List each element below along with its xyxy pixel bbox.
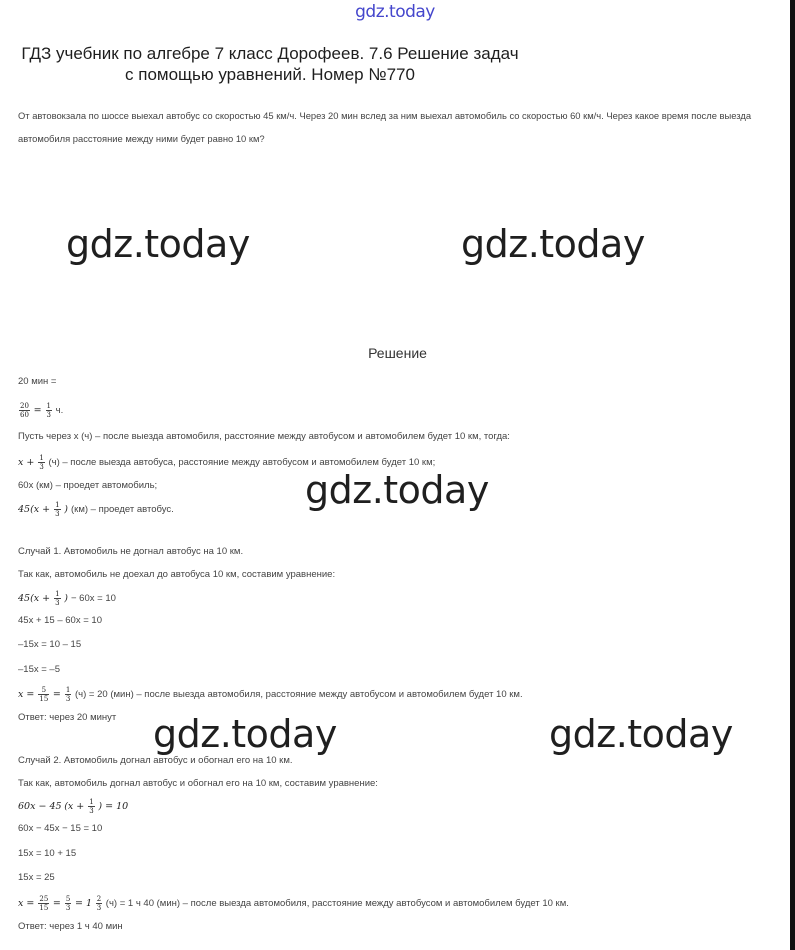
solution-line: Случай 2. Автомобиль догнал автобус и обогнал его на 10 км. bbox=[18, 755, 293, 766]
fraction: $\frac{2}{3}$ bbox=[96, 895, 102, 912]
line-text: (км) – проедет автобус. bbox=[71, 504, 174, 516]
fraction: $\frac{1}{3}$ bbox=[46, 402, 52, 419]
watermark: gdz.today bbox=[549, 712, 733, 756]
line-text: (ч) = 20 (мин) – после выезда автомобиля, расстояние между автобусом и автомобилем будет 10 км. bbox=[75, 689, 523, 701]
solution-line: 15x = 10 + 15 bbox=[18, 848, 77, 859]
solution-line: 45(x + $\frac{1}{3}$ ) − 60x = 10 bbox=[18, 590, 116, 607]
page-title bbox=[0, 43, 540, 85]
fraction: $\frac{5}{3}$ bbox=[65, 895, 71, 912]
unit-label: ч. bbox=[55, 405, 64, 417]
solution-line: x = $\frac{5}{15}$ = $\frac{1}{3}$ (ч) = 20 (мин) – после выезда автомобиля, расстояние между автобусом и автомобилем будет 10 км. bbox=[18, 686, 523, 703]
answer-line: Ответ: через 20 минут bbox=[18, 712, 117, 723]
solution-line: Так как, автомобиль догнал автобус и обогнал его на 10 км, составим уравнение: bbox=[18, 778, 378, 789]
site-logo[interactable]: gdz.today bbox=[355, 2, 435, 22]
solution-heading: Решение bbox=[368, 345, 427, 361]
fraction: $\frac{1}{3}$ bbox=[89, 798, 94, 815]
line-text: 60x − 45 bbox=[18, 801, 62, 813]
line-text: = 10 bbox=[105, 801, 129, 813]
fraction: $\frac{1}{3}$ bbox=[55, 501, 60, 518]
solution-line: x + $\frac{1}{3}$ (ч) – после выезда автобуса, расстояние между автобусом и автомобилем будет 10 км; bbox=[18, 454, 436, 471]
line-text: (ч) – после выезда автобуса, расстояние между автобусом и автомобилем будет 10 км; bbox=[48, 457, 436, 469]
solution-line: 20 мин = bbox=[18, 376, 57, 387]
title-line-1: ГДЗ учебник по алгебре 7 класс Дорофеев. 7.6 Решение задач bbox=[21, 44, 519, 63]
solution-line: Случай 1. Автомобиль не догнал автобус на 10 км. bbox=[18, 546, 244, 557]
fraction: $\frac{1}{3}$ bbox=[65, 686, 71, 703]
fraction: $\frac{25}{15}$ bbox=[39, 895, 49, 912]
title-line-2: с помощью уравнений. Номер №770 bbox=[125, 65, 415, 84]
solution-line: $\frac{20}{60}$ = $\frac{1}{3}$ ч. bbox=[20, 402, 64, 419]
line-text: (ч) = 1 ч 40 (мин) – после выезда автомобиля, расстояние между автобусом и автомобилем будет 10 км. bbox=[105, 898, 569, 910]
solution-line: 60x − 45 (x + $\frac{1}{3}$ ) = 10 bbox=[18, 798, 129, 815]
solution-line: Пусть через x (ч) – после выезда автомобиля, расстояние между автобусом и автомобилем будет 10 км, тогда: bbox=[18, 431, 510, 442]
watermark: gdz.today bbox=[461, 222, 645, 266]
watermark: gdz.today bbox=[153, 712, 337, 756]
watermark: gdz.today bbox=[66, 222, 250, 266]
watermark: gdz.today bbox=[305, 468, 489, 512]
solution-line: Так как, автомобиль не доехал до автобуса 10 км, составим уравнение: bbox=[18, 569, 336, 580]
solution-line: –15x = 10 – 15 bbox=[18, 639, 82, 650]
solution-line: 60x (км) – проедет автомобиль; bbox=[18, 480, 158, 491]
line-text: − 60x = 10 bbox=[71, 593, 116, 605]
solution-line: 45x + 15 – 60x = 10 bbox=[18, 615, 102, 626]
solution-line: 60x − 45x − 15 = 10 bbox=[18, 823, 103, 834]
solution-line: 45(x + $\frac{1}{3}$ ) (км) – проедет автобус. bbox=[18, 501, 174, 518]
fraction: $\frac{1}{3}$ bbox=[55, 590, 60, 607]
solution-line: –15x = –5 bbox=[18, 664, 60, 675]
fraction: $\frac{5}{15}$ bbox=[39, 686, 49, 703]
answer-line: Ответ: через 1 ч 40 мин bbox=[18, 921, 123, 932]
problem-text: От автовокзала по шоссе выехал автобус со скоростью 45 км/ч. Через 20 мин вслед за ним выехал автомобиль со скоростью 60 км/ч. Через какое время после выезда автомобиля расстояние между ними будет равно 10 км? bbox=[18, 110, 752, 144]
fraction: $\frac{1}{3}$ bbox=[39, 454, 44, 471]
fraction: $\frac{20}{60}$ bbox=[20, 402, 29, 419]
solution-line: 15x = 25 bbox=[18, 872, 55, 883]
solution-line: x = $\frac{25}{15}$ = $\frac{5}{3}$ = 1 $\frac{2}{3}$ (ч) = 1 ч 40 (мин) – после выезда автомобиля, расстояние между автобусом и автомобилем будет 10 км. bbox=[18, 895, 569, 912]
